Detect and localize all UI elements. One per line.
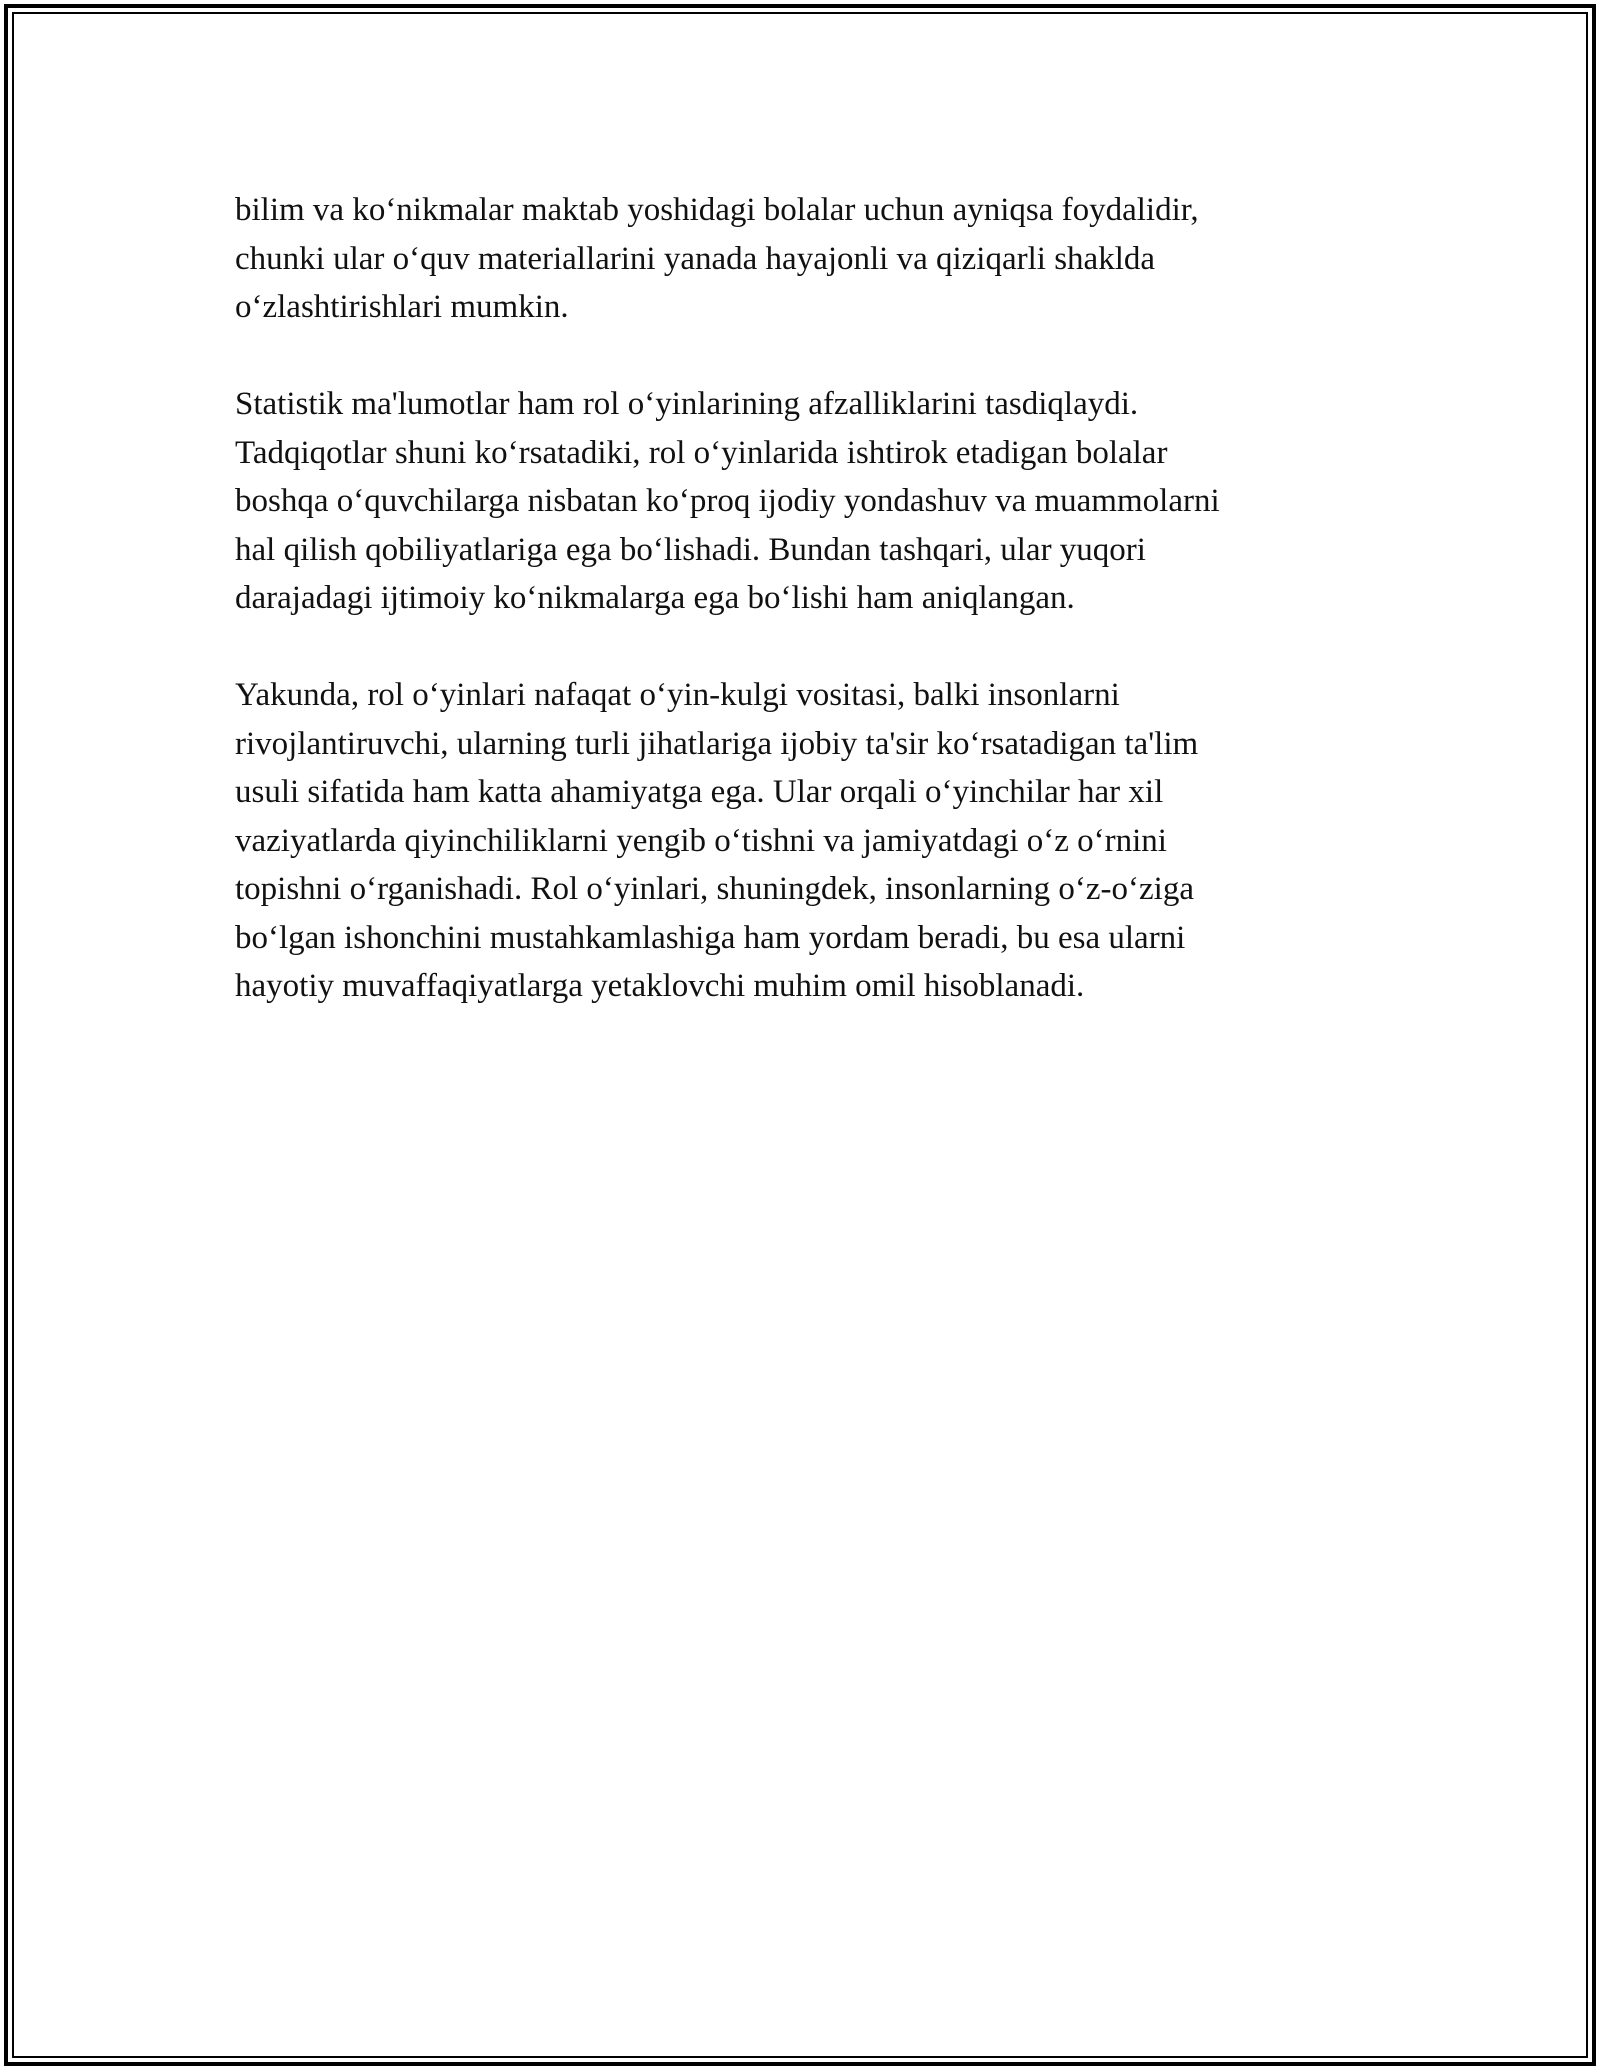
text-line: bo‘lgan ishonchini mustahkamlashiga ham yordam beradi, bu esa ularni <box>235 919 1186 956</box>
text-line: usuli sifatida ham katta ahamiyatga ega. Ular orqali o‘yinchilar har xil <box>235 774 1164 810</box>
paragraph <box>235 380 1365 623</box>
text-line: hal qilish qobiliyatlariga ega bo‘lishadi. Bundan tashqari, ular yuqori <box>235 531 1146 568</box>
text-line: topishni o‘rganishadi. Rol o‘yinlari, shuningdek, insonlarning o‘z-o‘ziga <box>235 871 1194 907</box>
text-line: o‘zlashtirishlari mumkin. <box>235 289 569 325</box>
text-line: Yakunda, rol o‘yinlari nafaqat o‘yin-kulgi vositasi, balki insonlarni <box>235 677 1120 713</box>
paragraph <box>235 671 1365 1011</box>
text-line: darajadagi ijtimoiy ko‘nikmalarga ega bo‘lishi ham aniqlangan. <box>235 580 1075 616</box>
text-line: rivojlantiruvchi, ularning turli jihatlariga ijobiy ta'sir ko‘rsatadigan ta'lim <box>235 725 1199 762</box>
text-line: hayotiy muvaffaqiyatlarga yetaklovchi muhim omil hisoblanadi. <box>235 968 1085 1004</box>
text-line: chunki ular o‘quv materiallarini yanada hayajonli va qiziqarli shaklda <box>235 240 1156 277</box>
document-body <box>235 186 1365 1059</box>
text-line: Statistik ma'lumotlar ham rol o‘yinlarining afzalliklarini tasdiqlaydi. <box>235 386 1139 422</box>
text-line: vaziyatlarda qiyinchiliklarni yengib o‘tishni va jamiyatdagi o‘z o‘rnini <box>235 822 1167 859</box>
text-line: Tadqiqotlar shuni ko‘rsatadiki, rol o‘yinlarida ishtirok etadigan bolalar <box>235 434 1168 471</box>
paragraph <box>235 186 1365 332</box>
text-line: bilim va ko‘nikmalar maktab yoshidagi bolalar uchun ayniqsa foydalidir, <box>235 192 1199 228</box>
text-line: boshqa o‘quvchilarga nisbatan ko‘proq ijodiy yondashuv va muammolarni <box>235 483 1220 519</box>
